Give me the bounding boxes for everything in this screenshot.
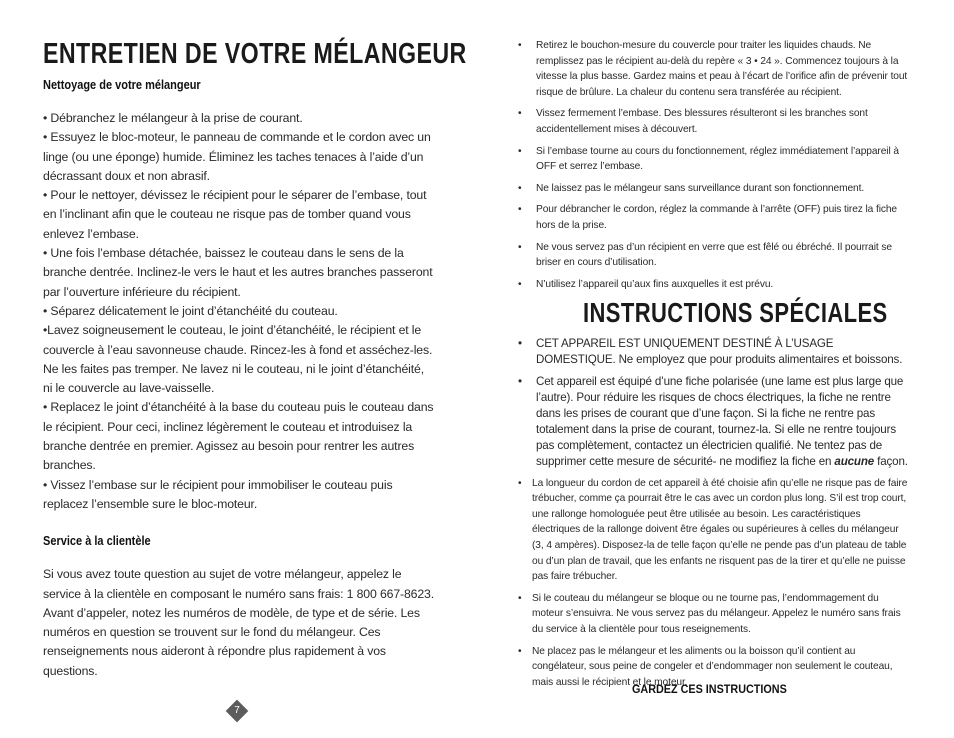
- precaution-item: • Si l’embase tourne au cours du fonctionnement, réglez immédiatement l’appareil à OFF et serrez l’embase.: [518, 145, 899, 173]
- precaution-item: • Pour débrancher le cordon, réglez la commande à l’arrête (OFF) puis tirez la fiche hors de la prise.: [518, 204, 897, 231]
- right-column: [518, 38, 910, 696]
- precaution-item: • Ne laissez pas le mélangeur sans surveillance durant son fonctionnement.: [518, 182, 865, 194]
- precaution-item: • N’utilisez l’appareil qu’aux fins auxquelles it est prévu.: [518, 278, 774, 290]
- service-heading: Service à la clientèle: [43, 534, 151, 549]
- service-section: [43, 565, 435, 681]
- special-instructions-title: INSTRUCTIONS SPÉCIALES: [583, 297, 888, 329]
- cleaning-step: • Séparez délicatement le joint d’étanchéité du couteau.: [43, 303, 338, 318]
- keep-instructions-footer: GARDEZ CES INSTRUCTIONS: [632, 682, 787, 696]
- cleaning-step: Ne les faites pas tremper. Ne lavez ni le couteau, ni le joint d’étanchéité, ni le couvercle au lave-vaisselle.: [43, 361, 424, 396]
- cleaning-heading: Nettoyage de votre mélangeur: [43, 78, 201, 92]
- cleaning-step: • Pour le nettoyer, dévissez le récipient pour le séparer de l’embase, tout en l’inclinant afin que le couteau ne risque pas de tomber quand vous enlevez l’embase.: [43, 188, 427, 241]
- cleaning-step: • Débranchez le mélangeur à la prise de courant.: [43, 111, 303, 125]
- service-paragraph: Si vous avez toute question au sujet de votre mélangeur, appelez le service à la clientèle en composant le numéro sans frais: 1 800 667-8623. Avant d’appeler, notez les numéros de modèle, de type et de série. Les numéros en question se trouvent sur le fond du mélangeur. Ces renseignements nous aideront à répondre plus rapidement à vos questions.: [43, 567, 434, 678]
- cleaning-step: • Vissez l’embase sur le récipient pour immobiliser le couteau puis replacez l’ensemble sure le bloc-moteur.: [43, 477, 393, 511]
- precaution-item: • Retirez le bouchon-mesure du couvercle pour traiter les liquides chauds. Ne remplissez pas le récipient au-delà du repère « 3 • 24 ». Commencez toujours à la vitesse la plus basse. Gardez mains et peau à l’écart de l’orifice afin de prévenir tout risque de brûlure. La chaleur du contenu sera transférée au récipient.: [518, 40, 908, 98]
- cleaning-step: •Lavez soigneusement le couteau, le joint d’étanchéité, le récipient et le couvercle à l’eau savonneuse chaude. Rincez-les à fond et asséchez-les.: [43, 323, 433, 357]
- special-item: • La longueur du cordon de cet appareil à été choisie afin qu’elle ne risque pas de faire trébucher, comme ça pourrait être le cas avec un cordon plus long. S’il est trop court, une rallonge homologuée peut être utilisée au besoin. Les caractéristiques électriques de la rallonge doivent être égales ou supérieures à celles du mélangeur (3, 4 ampères). Disposez-la de telle façon qu’elle ne pende pas d’un plateau de table ou d’un plan de travail, que les enfants ne risquent pas de la tirer et qu’elle ne puisse pas faire trébucher.: [518, 477, 908, 583]
- special-item: • Ne placez pas le mélangeur et les aliments ou la boisson qu’il contient au congélateur, sous peine de congeler et d’endommager non seulement le couteau, mais aussi le récipient et le moteur.: [518, 645, 893, 688]
- page-number-label: 7: [234, 705, 240, 716]
- page-number: [226, 700, 248, 722]
- cleaning-section: [43, 109, 435, 514]
- left-column: [43, 38, 467, 681]
- special-item: • CET APPAREIL EST UNIQUEMENT DESTINÉ À L’USAGE DOMESTIQUE. Ne employez que pour produits alimentaires et boissons.: [518, 337, 903, 367]
- cleaning-step: • Essuyez le bloc-moteur, le panneau de commande et le cordon avec un linge (ou une éponge) humide. Éliminez les taches tenaces à l’aide d’un décrassant doux et non abrasif.: [43, 130, 431, 183]
- page-title: ENTRETIEN DE VOTRE MÉLANGEUR: [43, 38, 467, 70]
- cleaning-step: • Une fois l’embase détachée, baissez le couteau dans le sens de la branche dentrée. Inclinez-le vers le haut et les autres branches passeront par l’ouverture inférieure du récipient.: [43, 246, 433, 299]
- cleaning-step: • Replacez le joint d’étanchéité à la base du couteau puis le couteau dans le récipient. Pour ceci, inclinez légèrement le couteau et introduisez la branche dentrée en premier. Agissez au besoin pour rentrer les autres branches.: [43, 400, 434, 473]
- emphasis-word: aucune: [834, 454, 875, 468]
- special-item: • Si le couteau du mélangeur se bloque ou ne tourne pas, l’endommagement du moteur s’ensuivra. Ne vous servez pas du mélangeur. Appelez le numéro sans frais du service à la clientèle pour tous reseignements.: [518, 592, 901, 635]
- precaution-item: • Vissez fermement l’embase. Des blessures résulteront si les branches sont accidentellement mises à découvert.: [518, 108, 868, 135]
- precaution-item: • Ne vous servez pas d’un récipient en verre que est fêlé ou ébréché. Il pourrait se briser en cours d’utilisation.: [518, 241, 892, 269]
- special-item: • Cet appareil est équipé d’une fiche polarisée (une lame est plus large que l’autre). Pour réduire les risques de chocs électriques, la fiche ne rentre dans les prises de courant que d’une façon. Si la fiche ne rentre pas totalement dans la prise de courant, tournez-la. Si elle ne rentre toujours pas complètement, contactez un électricien qualifié. Ne tentez pas de supprimer cette mesure de sécurité- ne modifiez la fiche en aucune façon.: [518, 375, 908, 468]
